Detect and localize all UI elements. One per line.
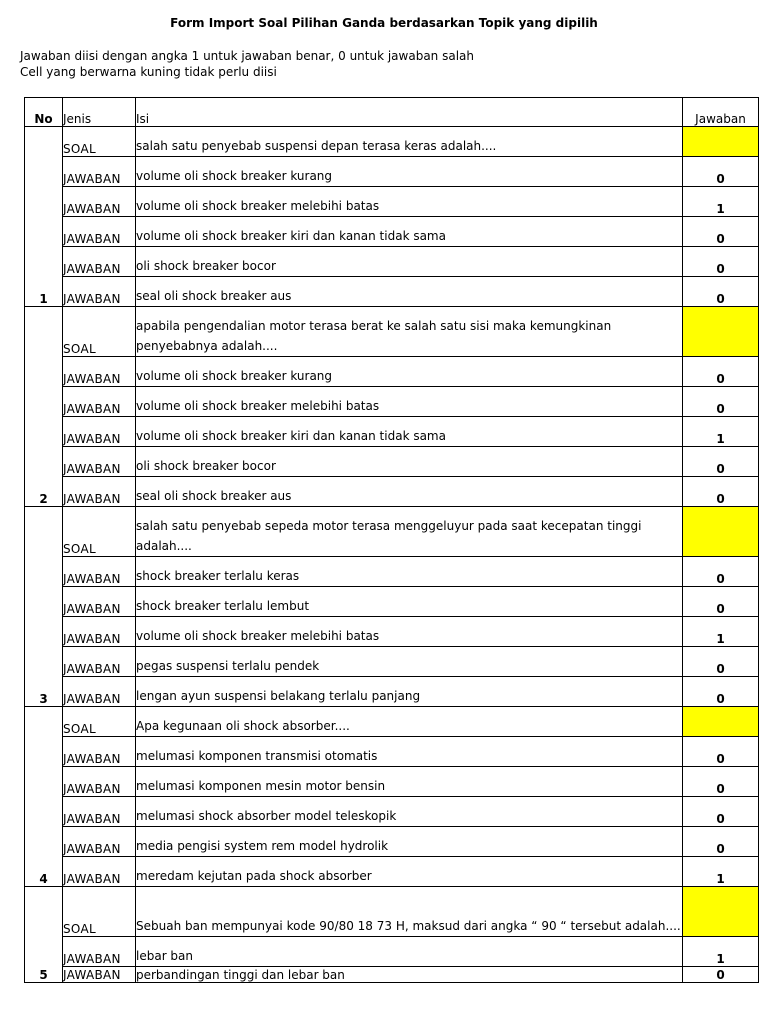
- jawaban-cell[interactable]: 1: [683, 937, 759, 967]
- answer-row: [25, 447, 759, 477]
- question-row: [25, 887, 759, 937]
- answer-row: [25, 857, 759, 887]
- question-number: 5: [25, 887, 63, 983]
- jenis-cell: JAWABAN: [63, 357, 136, 387]
- jawaban-cell[interactable]: 0: [683, 387, 759, 417]
- jawaban-cell[interactable]: 1: [683, 417, 759, 447]
- isi-cell: salah satu penyebab suspensi depan terasa keras adalah....: [136, 127, 683, 157]
- jawaban-cell[interactable]: 0: [683, 477, 759, 507]
- answer-row: [25, 477, 759, 507]
- isi-cell: pegas suspensi terlalu pendek: [136, 647, 683, 677]
- jenis-cell: JAWABAN: [63, 587, 136, 617]
- answer-row: [25, 677, 759, 707]
- answer-row: [25, 357, 759, 387]
- jawaban-cell[interactable]: 0: [683, 677, 759, 707]
- jawaban-cell[interactable]: 0: [683, 217, 759, 247]
- jenis-cell: JAWABAN: [63, 217, 136, 247]
- jawaban-cell[interactable]: 1: [683, 857, 759, 887]
- answer-row: [25, 767, 759, 797]
- jenis-cell: JAWABAN: [63, 937, 136, 967]
- jenis-cell: SOAL: [63, 307, 136, 357]
- jenis-cell: JAWABAN: [63, 677, 136, 707]
- jawaban-cell[interactable]: 0: [683, 587, 759, 617]
- isi-cell: volume oli shock breaker melebihi batas: [136, 387, 683, 417]
- jawaban-cell-highlighted[interactable]: [683, 507, 759, 557]
- jawaban-cell[interactable]: 0: [683, 277, 759, 307]
- jawaban-cell[interactable]: 0: [683, 557, 759, 587]
- jenis-cell: JAWABAN: [63, 967, 136, 983]
- question-number: 1: [25, 127, 63, 307]
- jawaban-cell-highlighted[interactable]: [683, 307, 759, 357]
- jenis-cell: JAWABAN: [63, 477, 136, 507]
- jawaban-cell-highlighted[interactable]: [683, 127, 759, 157]
- isi-cell: lebar ban: [136, 937, 683, 967]
- question-number: 4: [25, 707, 63, 887]
- jenis-cell: JAWABAN: [63, 447, 136, 477]
- jawaban-cell[interactable]: 0: [683, 247, 759, 277]
- header-jenis: Jenis: [63, 98, 136, 127]
- jawaban-cell[interactable]: 0: [683, 767, 759, 797]
- answer-row: [25, 617, 759, 647]
- jawaban-cell[interactable]: 0: [683, 647, 759, 677]
- answer-row: [25, 277, 759, 307]
- isi-cell: seal oli shock breaker aus: [136, 277, 683, 307]
- jawaban-cell[interactable]: 0: [683, 357, 759, 387]
- jenis-cell: SOAL: [63, 887, 136, 937]
- header-jawaban: Jawaban: [683, 98, 759, 127]
- isi-cell: volume oli shock breaker kurang: [136, 357, 683, 387]
- isi-cell: perbandingan tinggi dan lebar ban: [136, 967, 683, 983]
- jawaban-cell[interactable]: 0: [683, 827, 759, 857]
- isi-cell: apabila pengendalian motor terasa berat ke salah satu sisi maka kemungkinan penyebabnya adalah....: [136, 307, 683, 357]
- jenis-cell: JAWABAN: [63, 557, 136, 587]
- answer-row: [25, 417, 759, 447]
- answer-row: [25, 157, 759, 187]
- jenis-cell: JAWABAN: [63, 187, 136, 217]
- isi-cell: oli shock breaker bocor: [136, 447, 683, 477]
- jawaban-cell[interactable]: 1: [683, 187, 759, 217]
- answer-row: [25, 797, 759, 827]
- question-number: 3: [25, 507, 63, 707]
- isi-cell: volume oli shock breaker kiri dan kanan tidak sama: [136, 417, 683, 447]
- answer-row: [25, 247, 759, 277]
- isi-cell: media pengisi system rem model hydrolik: [136, 827, 683, 857]
- question-row: [25, 127, 759, 157]
- jenis-cell: JAWABAN: [63, 277, 136, 307]
- isi-cell: meredam kejutan pada shock absorber: [136, 857, 683, 887]
- jenis-cell: JAWABAN: [63, 387, 136, 417]
- answer-row: [25, 187, 759, 217]
- isi-cell: melumasi shock absorber model teleskopik: [136, 797, 683, 827]
- jenis-cell: JAWABAN: [63, 157, 136, 187]
- instructions: [20, 48, 474, 80]
- instruction-line: Jawaban diisi dengan angka 1 untuk jawaban benar, 0 untuk jawaban salah: [20, 49, 474, 63]
- header-no: No: [25, 98, 63, 127]
- answer-row: [25, 587, 759, 617]
- jawaban-cell-highlighted[interactable]: [683, 887, 759, 937]
- answer-row: [25, 967, 759, 983]
- jenis-cell: JAWABAN: [63, 647, 136, 677]
- isi-cell: shock breaker terlalu keras: [136, 557, 683, 587]
- answer-row: [25, 387, 759, 417]
- jenis-cell: JAWABAN: [63, 767, 136, 797]
- jawaban-cell[interactable]: 0: [683, 967, 759, 983]
- isi-cell: lengan ayun suspensi belakang terlalu panjang: [136, 677, 683, 707]
- jenis-cell: SOAL: [63, 707, 136, 737]
- jenis-cell: SOAL: [63, 507, 136, 557]
- isi-cell: volume oli shock breaker melebihi batas: [136, 617, 683, 647]
- jawaban-cell[interactable]: 0: [683, 157, 759, 187]
- jenis-cell: JAWABAN: [63, 417, 136, 447]
- jenis-cell: JAWABAN: [63, 737, 136, 767]
- header-isi: Isi: [136, 98, 683, 127]
- question-row: [25, 307, 759, 357]
- jawaban-cell-highlighted[interactable]: [683, 707, 759, 737]
- isi-cell: melumasi komponen mesin motor bensin: [136, 767, 683, 797]
- isi-cell: shock breaker terlalu lembut: [136, 587, 683, 617]
- isi-cell: salah satu penyebab sepeda motor terasa menggeluyur pada saat kecepatan tinggi adalah....: [136, 507, 683, 557]
- question-row: [25, 507, 759, 557]
- question-table: [24, 97, 759, 983]
- isi-cell: volume oli shock breaker kurang: [136, 157, 683, 187]
- isi-cell: seal oli shock breaker aus: [136, 477, 683, 507]
- form-title: Form Import Soal Pilihan Ganda berdasarkan Topik yang dipilih: [170, 16, 598, 30]
- jenis-cell: JAWABAN: [63, 617, 136, 647]
- jenis-cell: JAWABAN: [63, 247, 136, 277]
- instruction-line: Cell yang berwarna kuning tidak perlu diisi: [20, 65, 277, 79]
- jawaban-cell[interactable]: 0: [683, 797, 759, 827]
- question-number: 2: [25, 307, 63, 507]
- isi-cell: Apa kegunaan oli shock absorber....: [136, 707, 683, 737]
- answer-row: [25, 937, 759, 967]
- isi-cell: melumasi komponen transmisi otomatis: [136, 737, 683, 767]
- isi-cell: volume oli shock breaker kiri dan kanan tidak sama: [136, 217, 683, 247]
- answer-row: [25, 737, 759, 767]
- isi-cell: Sebuah ban mempunyai kode 90/80 18 73 H, maksud dari angka “ 90 “ tersebut adalah....: [136, 887, 683, 937]
- answer-row: [25, 827, 759, 857]
- header-row: [25, 98, 759, 127]
- answer-row: [25, 557, 759, 587]
- jenis-cell: SOAL: [63, 127, 136, 157]
- jawaban-cell[interactable]: 0: [683, 737, 759, 767]
- question-row: [25, 707, 759, 737]
- answer-row: [25, 647, 759, 677]
- answer-row: [25, 217, 759, 247]
- jenis-cell: JAWABAN: [63, 797, 136, 827]
- isi-cell: volume oli shock breaker melebihi batas: [136, 187, 683, 217]
- jawaban-cell[interactable]: 0: [683, 447, 759, 477]
- isi-cell: oli shock breaker bocor: [136, 247, 683, 277]
- jenis-cell: JAWABAN: [63, 857, 136, 887]
- jawaban-cell[interactable]: 1: [683, 617, 759, 647]
- jenis-cell: JAWABAN: [63, 827, 136, 857]
